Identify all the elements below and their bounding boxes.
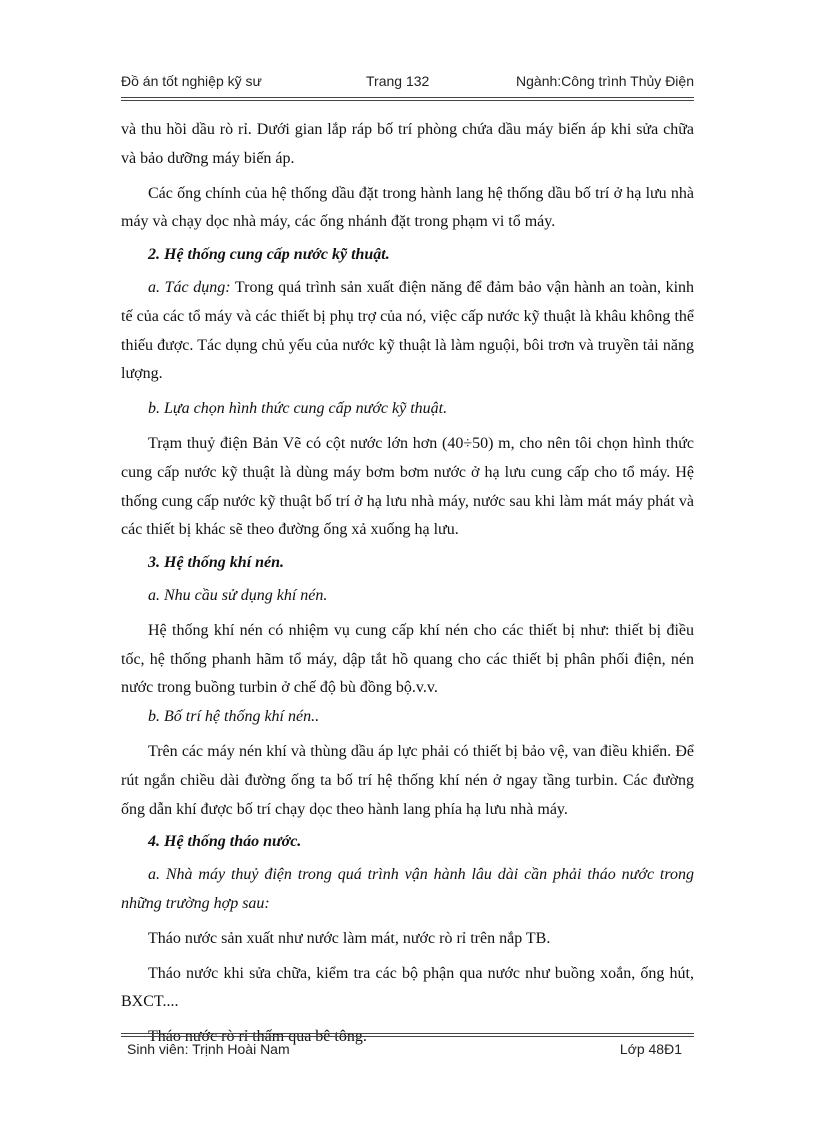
footer-student: Sinh viên: Trịnh Hoài Nam — [127, 1041, 290, 1057]
page-body — [121, 116, 694, 1052]
header-rule — [121, 97, 694, 98]
header-doc-title: Đồ án tốt nghiệp kỹ sư — [121, 73, 262, 89]
section-heading-2: 2. Hệ thống cung cấp nước kỹ thuật. — [148, 246, 390, 264]
section-heading-3: 3. Hệ thống khí nén. — [148, 554, 285, 572]
purpose-label: a. Tác dụng: — [148, 278, 231, 296]
header-rule-2 — [121, 100, 694, 101]
page-header — [121, 70, 694, 96]
paragraph-2: Các ống chính của hệ thống dầu đặt trong hành lang hệ thống dầu bố trí ở hạ lưu nhà máy và chạy dọc nhà máy, các ống nhánh đặt trong phạm vi tổ máy. — [121, 184, 694, 231]
paragraph-purpose — [121, 274, 694, 389]
paragraph-1: và thu hồi dầu rò rỉ. Dưới gian lắp ráp bố trí phòng chứa dầu máy biến áp khi sửa chữa và bảo dưỡng máy biến áp. — [121, 121, 694, 167]
subheading-a3: a. Nhà máy thuỷ điện trong quá trình vận hành lâu dài cần phải tháo nước trong những trường hợp sau: — [121, 866, 694, 912]
purpose-text: Trong quá trình sản xuất điện năng để đảm bảo vận hành an toàn, kinh tế của các tổ máy và các thiết bị phụ trợ của nó, việc cấp nước kỹ thuật là khâu không thể thiếu được. Tác dụng chủ yếu của nước kỹ thuật là làm nguội, bôi trơn và truyền tải năng lượng. — [121, 278, 695, 383]
footer-rule — [121, 1033, 694, 1034]
header-major: Ngành:Công trình Thủy Điện — [516, 73, 694, 89]
subheading-b1: b. Lựa chọn hình thức cung cấp nước kỹ thuật. — [148, 400, 448, 418]
subheading-a2: a. Nhu cầu sử dụng khí nén. — [148, 586, 328, 604]
paragraph-5: Trên các máy nén khí và thùng dầu áp lực phải có thiết bị bảo vệ, van điều khiển. Để rút ngắn chiều dài đường ống ta bố trí hệ thống khí nén ở ngay tầng turbin. Các đường ống dẫn khí được bố trí chạy dọc theo hành lang phía hạ lưu nhà máy. — [121, 742, 694, 818]
paragraph-4: Hệ thống khí nén có nhiệm vụ cung cấp khí nén cho các thiết bị như: thiết bị điều tốc, hệ thống phanh hãm tổ máy, dập tắt hồ quang cho các thiết bị phân phối điện, nén nước trong buồng turbin ở chế độ bù đồng bộ.v.v. — [121, 621, 694, 697]
header-page-number: Trang 132 — [366, 73, 430, 89]
footer-rule-2 — [121, 1036, 694, 1037]
footer-class: Lớp 48Đ1 — [619, 1041, 682, 1057]
page-footer — [121, 1041, 694, 1061]
subheading-b2: b. Bố trí hệ thống khí nén.. — [148, 708, 320, 726]
section-heading-4: 4. Hệ thống tháo nước. — [148, 833, 302, 851]
paragraph-3: Trạm thuỷ điện Bản Vẽ có cột nước lớn hơn (40÷50) m, cho nên tôi chọn hình thức cung cấp nước kỹ thuật là dùng máy bơm bơm nước ở hạ lưu cung cấp cho tổ máy. Hệ thống cung cấp nước kỹ thuật bố trí ở hạ lưu nhà máy, nước sau khi làm mát máy phát và các thiết bị khác sẽ theo đường ống xả xuống hạ lưu. — [121, 434, 694, 539]
paragraph-7: Tháo nước khi sửa chữa, kiểm tra các bộ phận qua nước như buồng xoắn, ống hút, BXCT.... — [121, 964, 694, 1011]
paragraph-8: Tháo nước rò rỉ thấm qua bê tông. — [148, 1028, 367, 1046]
paragraph-6: Tháo nước sản xuất như nước làm mát, nước rò rỉ trên nắp TB. — [148, 929, 551, 947]
